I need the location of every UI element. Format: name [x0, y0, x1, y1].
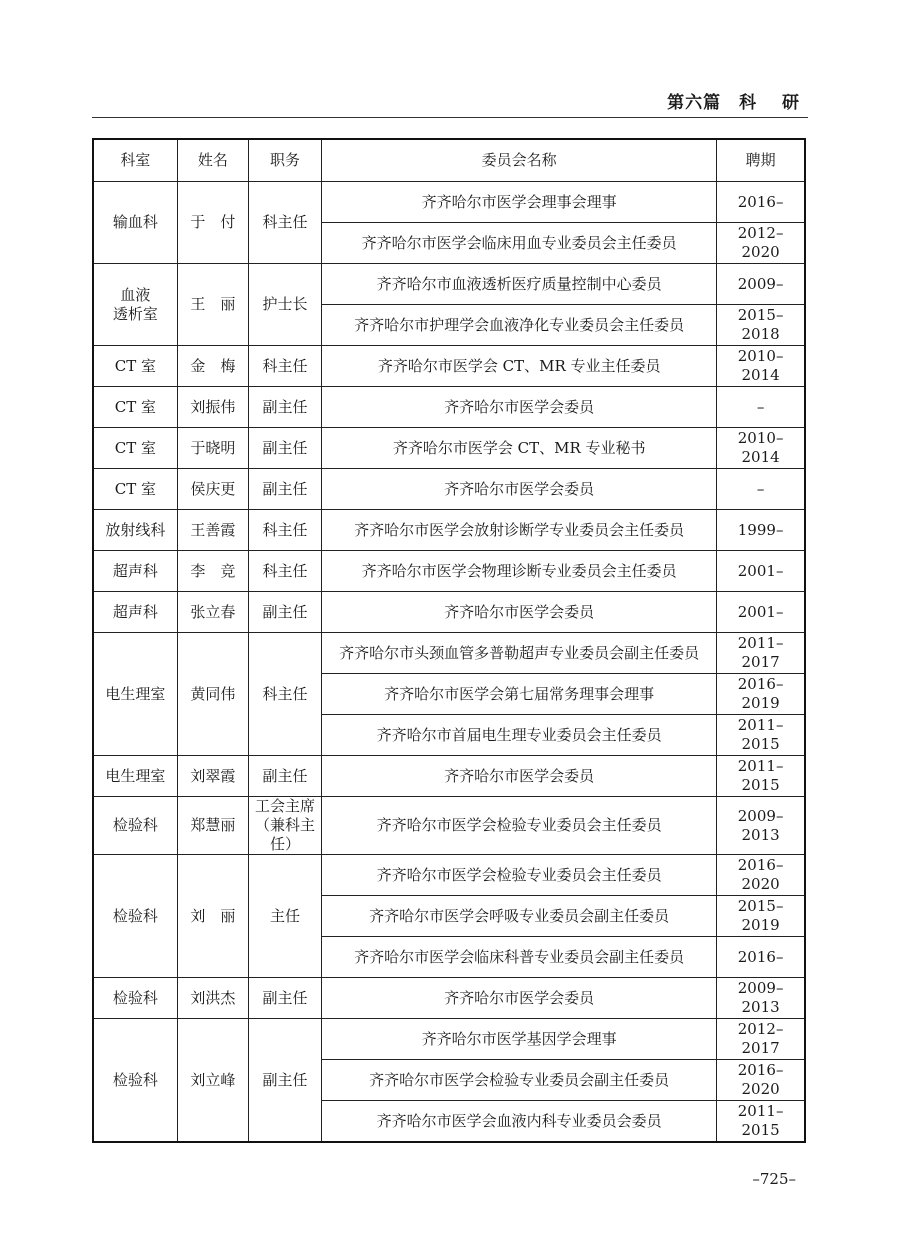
- name-cell: 刘 丽: [177, 855, 248, 978]
- term-cell: –: [717, 387, 805, 428]
- term-cell: 2011–2015: [717, 715, 805, 756]
- committee-cell: 齐齐哈尔市医学会 CT、MR 专业主任委员: [322, 346, 717, 387]
- column-header-title: 职务: [248, 139, 321, 182]
- name-cell: 侯庆更: [177, 469, 248, 510]
- term-cell: 2016–2020: [717, 1060, 805, 1101]
- table-row: [93, 510, 805, 551]
- dept-cell: CT 室: [93, 428, 177, 469]
- title-cell: 副主任: [248, 592, 321, 633]
- name-cell: 刘洪杰: [177, 978, 248, 1019]
- committee-cell: 齐齐哈尔市医学会临床科普专业委员会副主任委员: [322, 937, 717, 978]
- name-cell: 金 梅: [177, 346, 248, 387]
- column-header-term: 聘期: [717, 139, 805, 182]
- term-cell: 2011–2015: [717, 756, 805, 797]
- committee-cell: 齐齐哈尔市医学会委员: [322, 469, 717, 510]
- committee-cell: 齐齐哈尔市护理学会血液净化专业委员会主任委员: [322, 305, 717, 346]
- term-cell: 2015–2018: [717, 305, 805, 346]
- title-cell: 科主任: [248, 633, 321, 756]
- table-row: [93, 592, 805, 633]
- title-cell: 副主任: [248, 978, 321, 1019]
- title-cell: 科主任: [248, 182, 321, 264]
- name-cell: 王善霞: [177, 510, 248, 551]
- dept-cell: CT 室: [93, 469, 177, 510]
- table-row: [93, 551, 805, 592]
- term-cell: 2016–: [717, 182, 805, 223]
- committee-cell: 齐齐哈尔市医学会 CT、MR 专业秘书: [322, 428, 717, 469]
- term-cell: 2011–2015: [717, 1101, 805, 1143]
- table-row: [93, 1019, 805, 1060]
- title-cell: 护士长: [248, 264, 321, 346]
- table-row: [93, 387, 805, 428]
- page-number: –725–: [752, 1170, 796, 1188]
- term-cell: 2016–2020: [717, 855, 805, 896]
- committee-cell: 齐齐哈尔市医学会呼吸专业委员会副主任委员: [322, 896, 717, 937]
- name-cell: 于晓明: [177, 428, 248, 469]
- committee-cell: 齐齐哈尔市血液透析医疗质量控制中心委员: [322, 264, 717, 305]
- title-cell: 科主任: [248, 510, 321, 551]
- term-cell: 2016–: [717, 937, 805, 978]
- table-row: [93, 756, 805, 797]
- table-row: [93, 428, 805, 469]
- dept-cell: 电生理室: [93, 756, 177, 797]
- title-cell: 科主任: [248, 346, 321, 387]
- committee-cell: 齐齐哈尔市医学会委员: [322, 387, 717, 428]
- committee-cell: 齐齐哈尔市医学会临床用血专业委员会主任委员: [322, 223, 717, 264]
- name-cell: 黄同伟: [177, 633, 248, 756]
- name-cell: 李 竞: [177, 551, 248, 592]
- committee-cell: 齐齐哈尔市医学会第七届常务理事会理事: [322, 674, 717, 715]
- name-cell: 刘振伟: [177, 387, 248, 428]
- dept-cell: 检验科: [93, 797, 177, 855]
- dept-cell: 输血科: [93, 182, 177, 264]
- dept-cell: 检验科: [93, 1019, 177, 1143]
- dept-cell: 电生理室: [93, 633, 177, 756]
- committee-cell: 齐齐哈尔市医学会血液内科专业委员会委员: [322, 1101, 717, 1143]
- table-row: [93, 633, 805, 674]
- term-cell: 2001–: [717, 551, 805, 592]
- committee-roster-table: [92, 138, 806, 1143]
- committee-cell: 齐齐哈尔市医学会理事会理事: [322, 182, 717, 223]
- committee-cell: 齐齐哈尔市医学会检验专业委员会副主任委员: [322, 1060, 717, 1101]
- committee-cell: 齐齐哈尔市医学基因学会理事: [322, 1019, 717, 1060]
- name-cell: 刘翠霞: [177, 756, 248, 797]
- committee-cell: 齐齐哈尔市首届电生理专业委员会主任委员: [322, 715, 717, 756]
- title-cell: 科主任: [248, 551, 321, 592]
- name-cell: 郑慧丽: [177, 797, 248, 855]
- term-cell: 2010–2014: [717, 346, 805, 387]
- name-cell: 张立春: [177, 592, 248, 633]
- page-header-title: 第六篇 科 研: [667, 93, 800, 113]
- name-cell: 于 付: [177, 182, 248, 264]
- table-row: [93, 855, 805, 896]
- title-cell: 副主任: [248, 428, 321, 469]
- dept-cell: CT 室: [93, 346, 177, 387]
- table-header-row: [93, 139, 805, 182]
- title-cell: 副主任: [248, 469, 321, 510]
- dept-cell: 检验科: [93, 978, 177, 1019]
- title-cell: 副主任: [248, 387, 321, 428]
- term-cell: 1999–: [717, 510, 805, 551]
- committee-cell: 齐齐哈尔市医学会委员: [322, 978, 717, 1019]
- dept-cell: 血液 透析室: [93, 264, 177, 346]
- column-header-name: 姓名: [177, 139, 248, 182]
- column-header-dept: 科室: [93, 139, 177, 182]
- table-row: [93, 264, 805, 305]
- term-cell: 2012–2017: [717, 1019, 805, 1060]
- table-row: [93, 797, 805, 855]
- column-header-committee: 委员会名称: [322, 139, 717, 182]
- term-cell: 2015–2019: [717, 896, 805, 937]
- committee-cell: 齐齐哈尔市医学会检验专业委员会主任委员: [322, 855, 717, 896]
- term-cell: –: [717, 469, 805, 510]
- table-row: [93, 469, 805, 510]
- term-cell: 2009–2013: [717, 978, 805, 1019]
- table-row: [93, 978, 805, 1019]
- term-cell: 2001–: [717, 592, 805, 633]
- table-row: [93, 182, 805, 223]
- table-body: [93, 182, 805, 1143]
- dept-cell: CT 室: [93, 387, 177, 428]
- committee-cell: 齐齐哈尔市医学会物理诊断专业委员会主任委员: [322, 551, 717, 592]
- term-cell: 2016–2019: [717, 674, 805, 715]
- committee-cell: 齐齐哈尔市头颈血管多普勒超声专业委员会副主任委员: [322, 633, 717, 674]
- title-cell: 工会主席 （兼科主任）: [248, 797, 321, 855]
- term-cell: 2012–2020: [717, 223, 805, 264]
- title-cell: 副主任: [248, 756, 321, 797]
- dept-cell: 检验科: [93, 855, 177, 978]
- name-cell: 王 丽: [177, 264, 248, 346]
- committee-cell: 齐齐哈尔市医学会放射诊断学专业委员会主任委员: [322, 510, 717, 551]
- committee-cell: 齐齐哈尔市医学会检验专业委员会主任委员: [322, 797, 717, 855]
- title-cell: 主任: [248, 855, 321, 978]
- title-cell: 副主任: [248, 1019, 321, 1143]
- term-cell: 2011–2017: [717, 633, 805, 674]
- committee-cell: 齐齐哈尔市医学会委员: [322, 592, 717, 633]
- committee-cell: 齐齐哈尔市医学会委员: [322, 756, 717, 797]
- table-row: [93, 346, 805, 387]
- dept-cell: 放射线科: [93, 510, 177, 551]
- term-cell: 2009–: [717, 264, 805, 305]
- term-cell: 2010–2014: [717, 428, 805, 469]
- name-cell: 刘立峰: [177, 1019, 248, 1143]
- dept-cell: 超声科: [93, 551, 177, 592]
- term-cell: 2009–2013: [717, 797, 805, 855]
- header-divider: [92, 117, 808, 118]
- dept-cell: 超声科: [93, 592, 177, 633]
